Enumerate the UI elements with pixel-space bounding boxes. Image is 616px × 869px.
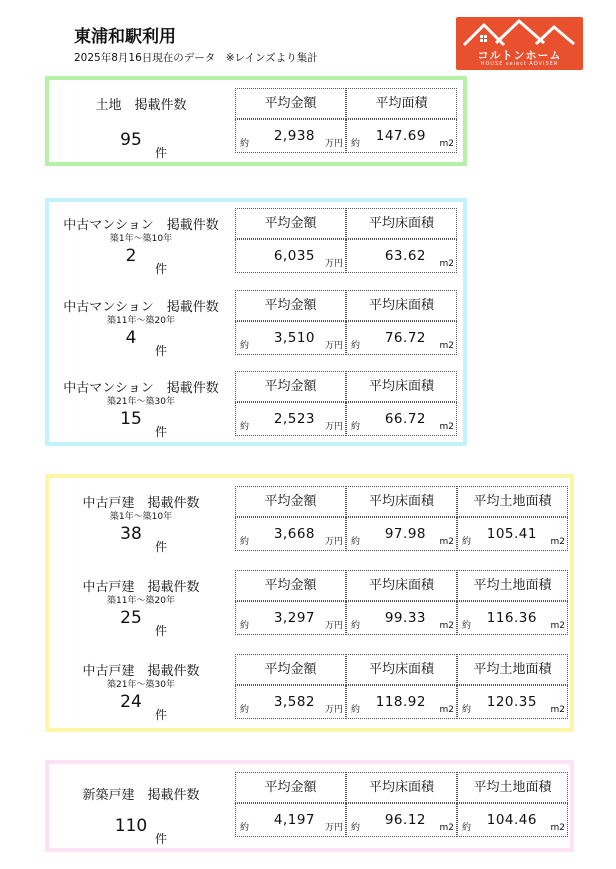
approx-label: 約 xyxy=(240,537,250,547)
land-section xyxy=(45,76,467,166)
approx-label: 約 xyxy=(240,823,250,833)
header-avg-floor: 平均床面積 xyxy=(346,208,457,239)
header-avg-floor: 平均床面積 xyxy=(346,570,457,601)
unit-m2: m2 xyxy=(550,823,565,833)
mansion-range: 築21年～築30年 xyxy=(107,397,175,407)
unit-m2: m2 xyxy=(439,259,454,269)
mansion-price-value: 2,523 xyxy=(273,411,315,427)
newhouse-price-cell xyxy=(235,803,346,837)
house-floor-value: 97.98 xyxy=(384,526,426,542)
unit-m2: m2 xyxy=(550,537,565,547)
approx-label: 約 xyxy=(351,537,361,547)
mansion-price-cell xyxy=(235,402,346,436)
mansion-floor-value: 76.72 xyxy=(384,330,426,346)
house-floor-cell xyxy=(346,601,457,635)
mansion-label: 中古マンション 掲載件数 xyxy=(63,218,219,233)
house-floor-cell xyxy=(346,517,457,551)
mansion-price-cell xyxy=(235,321,346,355)
land-count: 95 xyxy=(120,130,142,150)
approx-label: 約 xyxy=(462,823,472,833)
house-label: 中古戸建 掲載件数 xyxy=(82,664,200,679)
mansion-floor-cell xyxy=(346,321,457,355)
house-count: 24 xyxy=(120,692,142,712)
header-avg-land: 平均土地面積 xyxy=(457,486,568,517)
mansion-floor-value: 63.62 xyxy=(384,248,426,264)
house-price-cell xyxy=(235,517,346,551)
ken-label: 件 xyxy=(155,624,168,638)
unit-man-yen: 万円 xyxy=(324,139,343,149)
house-land-cell xyxy=(457,601,568,635)
ken-label: 件 xyxy=(155,425,168,439)
land-label: 土地 掲載件数 xyxy=(95,98,187,113)
unit-man-yen: 万円 xyxy=(324,823,343,833)
logo-tagline: HOUSE select ADVISER xyxy=(480,61,559,67)
newhouse-label: 新築戸建 掲載件数 xyxy=(82,788,200,803)
mansion-floor-cell xyxy=(346,402,457,436)
newhouse-land-value: 104.46 xyxy=(486,812,537,828)
approx-label: 約 xyxy=(462,705,472,715)
approx-label: 約 xyxy=(351,139,361,149)
header-avg-floor: 平均床面積 xyxy=(346,486,457,517)
approx-label: 約 xyxy=(351,621,361,631)
mansion-floor-value: 66.72 xyxy=(384,411,426,427)
mansion-label: 中古マンション 掲載件数 xyxy=(63,300,219,315)
header-avg-price: 平均金額 xyxy=(235,570,346,601)
unit-m2: m2 xyxy=(439,823,454,833)
unit-m2: m2 xyxy=(439,422,454,432)
header-avg-price: 平均金額 xyxy=(235,290,346,321)
approx-label: 約 xyxy=(462,537,472,547)
new-house-section xyxy=(45,760,574,852)
house-price-value: 3,582 xyxy=(273,694,315,710)
header-avg-price: 平均金額 xyxy=(235,371,346,402)
header-avg-floor: 平均床面積 xyxy=(346,290,457,321)
approx-label: 約 xyxy=(240,341,250,351)
house-range: 築11年～築20年 xyxy=(107,596,175,606)
page-subtitle: 2025年8月16日現在のデータ ※レインズより集計 xyxy=(74,52,318,64)
header-avg-land: 平均土地面積 xyxy=(457,570,568,601)
house-label: 中古戸建 掲載件数 xyxy=(82,580,200,595)
approx-label: 約 xyxy=(240,705,250,715)
house-land-cell xyxy=(457,517,568,551)
header-avg-floor: 平均床面積 xyxy=(346,654,457,685)
land-area-cell xyxy=(346,119,457,153)
newhouse-count: 110 xyxy=(114,816,148,836)
unit-m2: m2 xyxy=(550,705,565,715)
approx-label: 約 xyxy=(351,422,361,432)
mansion-label: 中古マンション 掲載件数 xyxy=(63,381,219,396)
house-floor-value: 99.33 xyxy=(384,610,426,626)
newhouse-land-cell xyxy=(457,803,568,837)
used-house-section xyxy=(45,474,574,732)
newhouse-floor-value: 96.12 xyxy=(384,812,426,828)
house-price-value: 3,668 xyxy=(273,526,315,542)
unit-m2: m2 xyxy=(439,139,454,149)
mansion-floor-cell xyxy=(346,239,457,273)
unit-m2: m2 xyxy=(550,621,565,631)
unit-man-yen: 万円 xyxy=(324,537,343,547)
header-avg-area: 平均面積 xyxy=(346,88,457,119)
header-avg-floor: 平均床面積 xyxy=(346,371,457,402)
page-title: 東浦和駅利用 xyxy=(74,27,176,47)
unit-man-yen: 万円 xyxy=(324,422,343,432)
approx-label: 約 xyxy=(462,621,472,631)
header-avg-price: 平均金額 xyxy=(235,486,346,517)
mansion-section xyxy=(45,198,467,446)
mansion-range: 築11年～築20年 xyxy=(107,316,175,326)
header-avg-floor: 平均床面積 xyxy=(346,772,457,803)
ken-label: 件 xyxy=(155,344,168,358)
ken-label: 件 xyxy=(155,146,168,160)
house-count: 25 xyxy=(120,608,142,628)
mansion-count: 2 xyxy=(125,246,137,266)
unit-m2: m2 xyxy=(439,341,454,351)
header-avg-price: 平均金額 xyxy=(235,654,346,685)
logo-name: コルトンホーム xyxy=(477,49,562,62)
house-price-value: 3,297 xyxy=(273,610,315,626)
house-label: 中古戸建 掲載件数 xyxy=(82,496,200,511)
header-avg-price: 平均金額 xyxy=(235,208,346,239)
approx-label: 約 xyxy=(351,705,361,715)
approx-label: 約 xyxy=(351,823,361,833)
unit-man-yen: 万円 xyxy=(324,259,343,269)
approx-label: 約 xyxy=(240,139,250,149)
unit-man-yen: 万円 xyxy=(324,341,343,351)
approx-label: 約 xyxy=(240,422,250,432)
house-land-value: 105.41 xyxy=(486,526,537,542)
house-floor-value: 118.92 xyxy=(375,694,426,710)
land-price-value: 2,938 xyxy=(273,128,315,144)
land-area-value: 147.69 xyxy=(375,128,426,144)
header-avg-land: 平均土地面積 xyxy=(457,772,568,803)
mansion-count: 15 xyxy=(120,409,142,429)
newhouse-floor-cell xyxy=(346,803,457,837)
mansion-price-value: 3,510 xyxy=(273,330,315,346)
house-price-cell xyxy=(235,601,346,635)
ken-label: 件 xyxy=(155,832,168,846)
house-price-cell xyxy=(235,685,346,719)
ken-label: 件 xyxy=(155,708,168,722)
header-avg-price: 平均金額 xyxy=(235,88,346,119)
house-land-value: 116.36 xyxy=(486,610,537,626)
house-range: 築21年～築30年 xyxy=(107,680,175,690)
land-price-cell xyxy=(235,119,346,153)
house-floor-cell xyxy=(346,685,457,719)
ken-label: 件 xyxy=(155,262,168,276)
house-range: 築1年～築10年 xyxy=(109,512,173,522)
header-avg-price: 平均金額 xyxy=(235,772,346,803)
mansion-count: 4 xyxy=(125,328,137,348)
house-count: 38 xyxy=(120,524,142,544)
unit-man-yen: 万円 xyxy=(324,621,343,631)
approx-label: 約 xyxy=(351,341,361,351)
approx-label: 約 xyxy=(240,621,250,631)
house-land-value: 120.35 xyxy=(486,694,537,710)
unit-m2: m2 xyxy=(439,621,454,631)
mansion-range: 築1年～築10年 xyxy=(109,234,173,244)
company-logo xyxy=(456,17,583,70)
unit-m2: m2 xyxy=(439,537,454,547)
ken-label: 件 xyxy=(155,540,168,554)
mansion-price-value: 6,035 xyxy=(273,248,315,264)
mansion-price-cell xyxy=(235,239,346,273)
house-land-cell xyxy=(457,685,568,719)
header-avg-land: 平均土地面積 xyxy=(457,654,568,685)
unit-man-yen: 万円 xyxy=(324,705,343,715)
unit-m2: m2 xyxy=(439,705,454,715)
newhouse-price-value: 4,197 xyxy=(273,812,315,828)
